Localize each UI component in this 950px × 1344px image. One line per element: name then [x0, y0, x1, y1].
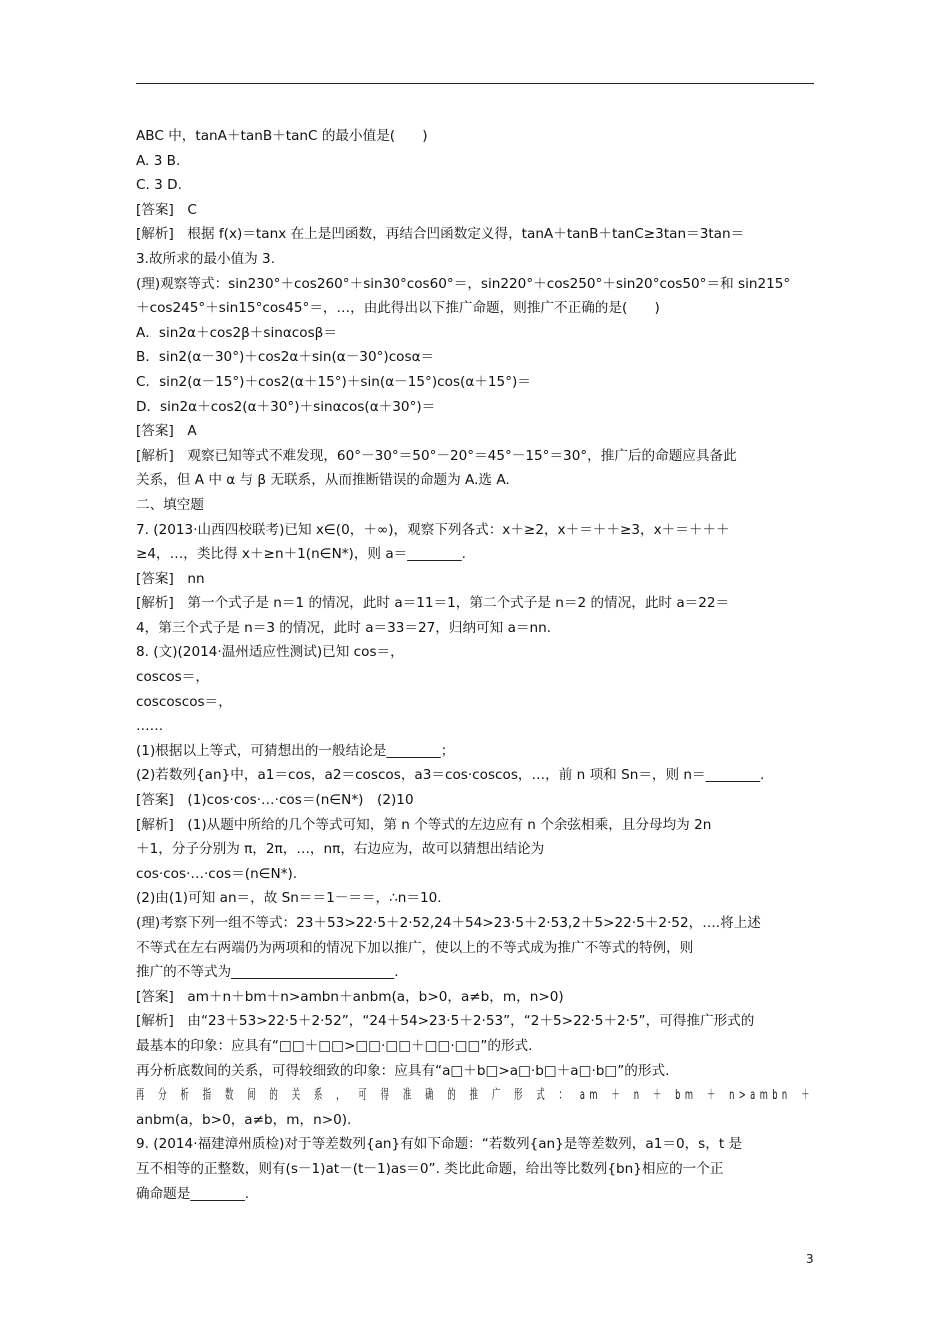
header-rule	[136, 83, 814, 84]
text-line: (理)观察等式：sin230°＋cos260°＋sin30°cos60°＝，sin220°＋cos250°＋sin20°cos50°＝和 sin215°	[136, 275, 791, 292]
text-line: cos·cos·…·cos＝(n∈N*).	[136, 865, 298, 882]
analysis-line: [解析] 由“23＋53>22·5＋2·52”，“24＋54>23·5＋2·53”，“2＋5>22·5＋2·5”，可得推广形式的	[136, 1013, 755, 1030]
option-a: A．sin2α＋cos2β＋sinαcosβ＝	[136, 324, 337, 341]
text-line: 不等式在左右两端仍为两项和的情况下加以推广，使以上的不等式成为推广不等式的特例，则	[136, 939, 694, 956]
text-line: C. 3 D.	[136, 177, 182, 194]
answer-line: [答案] C	[136, 201, 197, 218]
text-line: ＋cos245°＋sin15°cos45°＝，…，由此得出以下推广命题，则推广不正确的是( )	[136, 300, 660, 317]
text-line: coscos＝，	[136, 669, 209, 686]
text-line: 互不相等的正整数，则有(s－1)at－(t－1)as＝0”. 类比此命题，给出等比数列{bn}相应的一个正	[136, 1160, 724, 1177]
text-line: 确命题是________.	[136, 1185, 250, 1202]
page-number: 3	[806, 1252, 814, 1266]
answer-line: [答案] A	[136, 423, 197, 440]
analysis-line: [解析] 观察已知等式不难发现，60°－30°＝50°－20°＝45°－15°＝30°，推广后的命题应具备此	[136, 447, 737, 464]
text-line: 推广的不等式为________________________.	[136, 964, 399, 981]
option-b: B．sin2(α－30°)＋cos2α＋sin(α－30°)cosα＝	[136, 349, 435, 366]
question-9: 9. (2014·福建漳州质检)对于等差数列{an}有如下命题：“若数列{an}是等差数列，a1＝0，s，t 是	[136, 1136, 743, 1153]
text-line: 再分析底数间的关系，可得较细致的印象：应具有“a□＋b□>a□·b□＋a□·b□”的形式.	[136, 1062, 670, 1079]
question-7: 7. (2013·山西四校联考)已知 x∈(0，＋∞)，观察下列各式：x＋≥2，x＋＝＋＋≥3，x＋＝＋＋＋	[136, 521, 730, 538]
text-line: ＋1，分子分别为 π，2π，…，nπ，右边应为，故可以猜想出结论为	[136, 841, 545, 858]
analysis-line: [解析] 根据 f(x)＝tanx 在上是凹函数，再结合凹函数定义得，tanA＋tanB＋tanC≥3tan＝3tan＝	[136, 226, 745, 243]
text-line: (理)考察下列一组不等式：23＋53>22·5＋2·52,24＋54>23·5＋2·53,2＋5>22·5＋2·52，….将上述	[136, 915, 761, 931]
text-line: 最基本的印象：应具有“□□＋□□>□□·□□＋□□·□□”的形式.	[136, 1037, 533, 1054]
answer-line: [答案] am＋n＋bm＋n>ambn＋anbm(a，b>0，a≠b，m，n>0)	[136, 988, 564, 1005]
document-body	[136, 124, 814, 1206]
section-heading: 二、填空题	[136, 496, 204, 513]
text-line: 关系，但 A 中 α 与 β 无联系，从而推断错误的命题为 A.选 A.	[136, 472, 510, 489]
analysis-line: [解析] (1)从题中所给的几个等式可知，第 n 个等式的左边应有 n 个余弦相乘，且分母均为 2n	[136, 816, 712, 833]
text-line: 再 分 析 指 数 间 的 关 系 ， 可 得 准 确 的 推 广 形 式 ： am ＋ n ＋ bm ＋ n>ambn ＋	[136, 1087, 814, 1104]
analysis-line: [解析] 第一个式子是 n＝1 的情况，此时 a＝11＝1，第二个式子是 n＝2 的情况，此时 a＝22＝	[136, 595, 730, 612]
text-line: (2)由(1)可知 an＝，故 Sn＝＝1－＝＝，∴n＝10.	[136, 890, 442, 907]
answer-line: [答案] (1)cos·cos·…·cos＝(n∈N*) (2)10	[136, 792, 414, 809]
text-line: (1)根据以上等式，可猜想出的一般结论是________；	[136, 742, 455, 759]
text-line: 4，第三个式子是 n＝3 的情况，此时 a＝33＝27，归纳可知 a＝nn.	[136, 619, 552, 636]
option-c: C．sin2(α－15°)＋cos2(α＋15°)＋sin(α－15°)cos(α＋15°)＝	[136, 373, 531, 390]
text-line: ≥4，…，类比得 x＋≥n＋1(n∈N*)，则 a＝________.	[136, 546, 466, 563]
answer-line: [答案] nn	[136, 570, 205, 587]
text-line: (2)若数列{an}中，a1＝cos，a2＝coscos，a3＝cos·coscos，…，前 n 项和 Sn＝，则 n＝________.	[136, 767, 765, 784]
text-line: ABC 中，tanA＋tanB＋tanC 的最小值是( )	[136, 128, 428, 144]
text-line: ……	[136, 718, 164, 735]
text-line: coscoscos＝，	[136, 693, 232, 710]
text-line: A. 3 B.	[136, 152, 181, 169]
text-line: anbm(a，b>0，a≠b，m，n>0).	[136, 1111, 352, 1128]
option-d: D．sin2α＋cos2(α＋30°)＋sinαcos(α＋30°)＝	[136, 398, 436, 415]
question-8: 8. (文)(2014·温州适应性测试)已知 cos＝，	[136, 644, 404, 661]
text-line: 3.故所求的最小值为 3.	[136, 250, 276, 267]
